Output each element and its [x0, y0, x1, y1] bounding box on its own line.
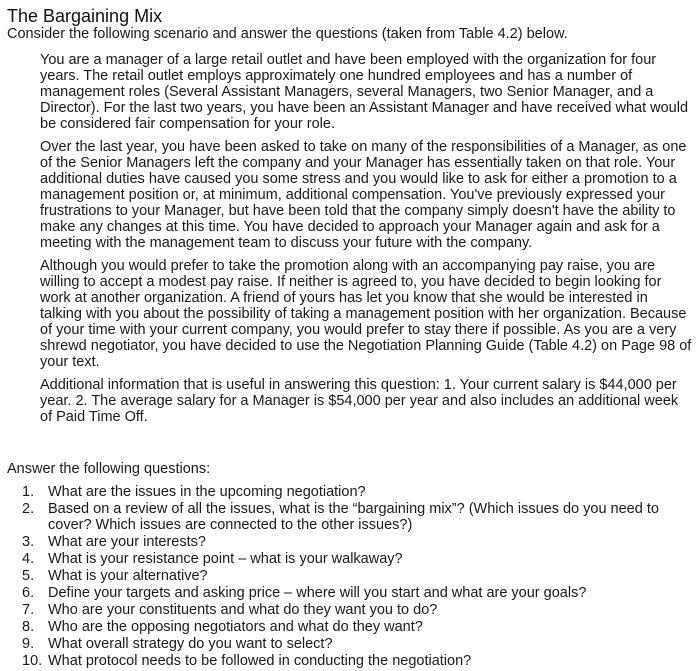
- list-item: [22, 653, 692, 669]
- question-text: Based on a review of all the issues, what is the “bargaining mix”? (Which issues do you need to cover? Which issues are connected to the other issues?): [48, 501, 659, 533]
- list-item: [22, 619, 692, 635]
- question-number: 1.: [22, 484, 35, 500]
- question-text: What protocol needs to be followed in conducting the negotiation?: [48, 653, 472, 669]
- question-text: What is your alternative?: [48, 568, 208, 584]
- list-item: [22, 501, 692, 533]
- list-item: [22, 602, 692, 618]
- question-number: 10.: [22, 653, 43, 669]
- question-text: Who are the opposing negotiators and what do they want?: [48, 619, 423, 635]
- question-number: 9.: [22, 636, 35, 652]
- list-item: [22, 534, 692, 550]
- list-item: [22, 568, 692, 584]
- questions-list: [22, 484, 692, 670]
- question-number: 8.: [22, 619, 35, 635]
- question-number: 7.: [22, 602, 35, 618]
- questions-heading: Answer the following questions:: [7, 461, 211, 477]
- question-text: What overall strategy do you want to select?: [48, 636, 333, 652]
- question-text: Who are your constituents and what do they want you to do?: [48, 602, 438, 618]
- question-text: Define your targets and asking price – where will you start and what are your goals?: [48, 585, 587, 601]
- question-number: 4.: [22, 551, 35, 567]
- list-item: [22, 551, 692, 567]
- scenario-paragraph: You are a manager of a large retail outlet and have been employed with the organization for four years. The retail outlet employs approximately one hundred employees and has a number of management roles (Several Assistant Managers, several Managers, two Senior Manager, and a Director). For the last two years, you have been an Assistant Manager and have received what would be considered fair compensation for your role.: [40, 52, 689, 132]
- list-item: [22, 585, 692, 601]
- question-number: 6.: [22, 585, 35, 601]
- question-number: 2.: [22, 501, 35, 517]
- question-text: What are your interests?: [48, 534, 206, 550]
- question-text: What is your resistance point – what is your walkaway?: [48, 551, 403, 567]
- list-item: [22, 484, 692, 500]
- question-number: 5.: [22, 568, 35, 584]
- question-number: 3.: [22, 534, 35, 550]
- intro-text: Consider the following scenario and answer the questions (taken from Table 4.2) below.: [7, 26, 568, 42]
- list-item: [22, 636, 692, 652]
- page-title: The Bargaining Mix: [7, 6, 163, 26]
- scenario-paragraph: Additional information that is useful in answering this question: 1. Your current salary is $44,000 per year. 2. The average salary for a Manager is $54,000 per year and also includes an additional week of Paid Time Off.: [40, 377, 679, 425]
- question-text: What are the issues in the upcoming negotiation?: [48, 484, 366, 500]
- scenario-paragraph: Over the last year, you have been asked to take on many of the responsibilities of a Manager, as one of the Senior Managers left the company and your Manager has essentially taken on that role. Your additional duties have caused you some stress and you would like to ask for either a promotion to a management position or, at minimum, additional compensation. You've previously expressed your frustrations to your Manager, but have been told that the company simply doesn't have the ability to make any changes at this time. You have decided to approach your Manager again and ask for a meeting with the management team to discuss your future with the company.: [40, 139, 687, 251]
- scenario-block: [40, 52, 692, 432]
- scenario-paragraph: Although you would prefer to take the promotion along with an accompanying pay raise, you are willing to accept a modest pay raise. If neither is agreed to, you have decided to begin looking for work at another organization. A friend of yours has let you know that she would be interested in talking with you about the possibility of taking a management position with her organization. Because of your time with your current company, you would prefer to stay there if possible. As you are a very shrewd negotiator, you have decided to use the Negotiation Planning Guide (Table 4.2) on Page 98 of your text.: [40, 258, 692, 370]
